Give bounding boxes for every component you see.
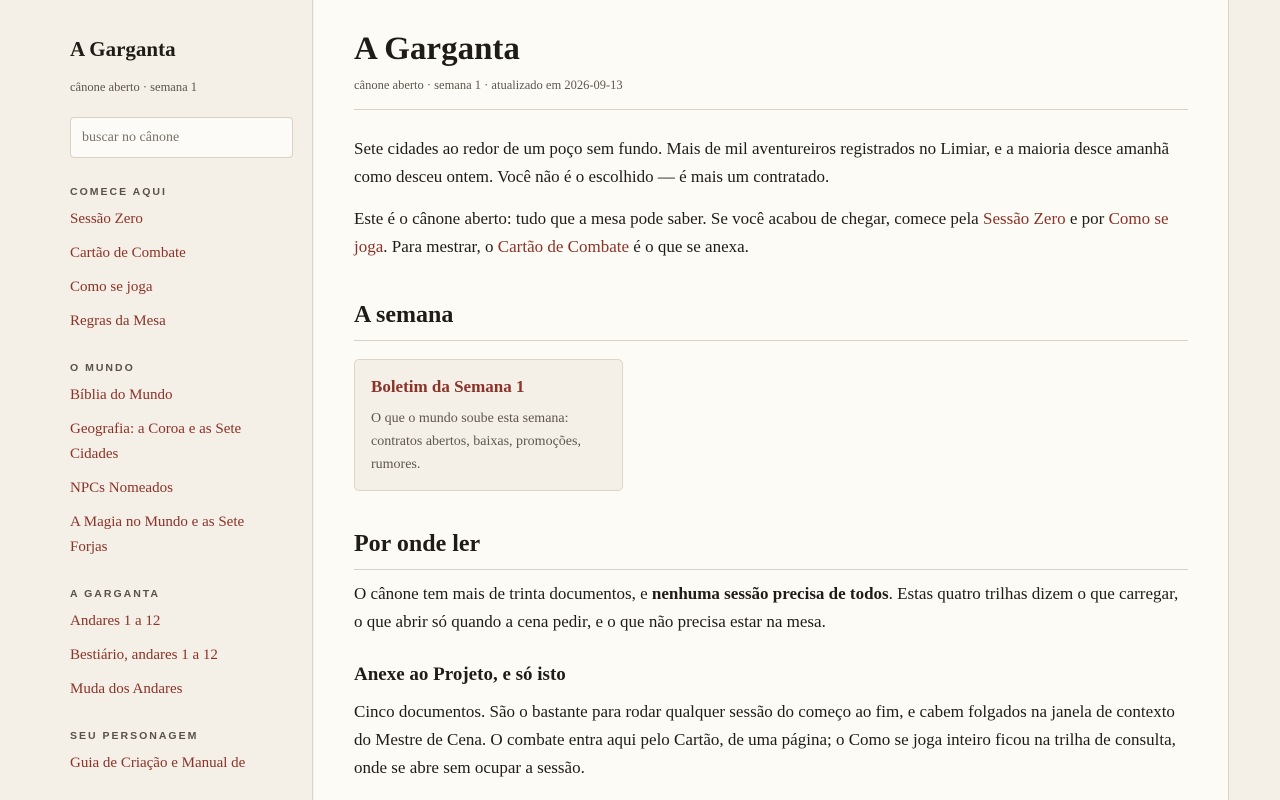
nav-link-guia-de-criacao[interactable]: Guia de Criação e Manual de xyxy=(70,755,246,771)
search-input[interactable] xyxy=(70,117,293,158)
nav-link-npcs-nomeados[interactable]: NPCs Nomeados xyxy=(70,480,173,496)
intro-text-1: Este é o cânone aberto: tudo que a mesa pode saber. Se você acabou de chegar, comece pela xyxy=(354,209,983,228)
subsection-heading-anexe: Anexe ao Projeto, e só isto xyxy=(354,664,566,685)
section-heading-por-onde-ler: Por onde ler xyxy=(354,529,1188,570)
read-text-bold: nenhuma sessão precisa de todos xyxy=(651,584,889,603)
main-content xyxy=(314,0,1229,800)
read-text-2: . Estas quatro trilhas dizem o que carregar, o que abrir só quando a cena pedir, e o que não precisa estar na mesa. xyxy=(354,584,1179,631)
nav-link-bestiario[interactable]: Bestiário, andares 1 a 12 xyxy=(70,647,218,663)
nav-link-muda-dos-andares[interactable]: Muda dos Andares xyxy=(70,681,183,697)
intro-paragraph: Sete cidades ao redor de um poço sem fundo. Mais de mil aventureiros registrados no Limiar, e a maioria desce amanhã como desceu ontem. Você não é o escolhido — é mais um contratado. xyxy=(354,139,1170,186)
nav-link-sessao-zero[interactable]: Sessão Zero xyxy=(70,211,143,227)
intro-text-2: e por xyxy=(1065,209,1109,228)
bulletin-card[interactable] xyxy=(354,359,623,491)
bulletin-card-title[interactable]: Boletim da Semana 1 xyxy=(371,377,525,396)
nav-link-regras-da-mesa[interactable]: Regras da Mesa xyxy=(70,313,166,329)
bulletin-card-description: O que o mundo soube esta semana: contratos abertos, baixas, promoções, rumores. xyxy=(371,411,581,472)
nav-section-heading-a-garganta: A GARGANTA xyxy=(70,588,160,600)
nav-link-andares[interactable]: Andares 1 a 12 xyxy=(70,613,161,629)
nav-section-heading-seu-personagem: SEU PERSONAGEM xyxy=(70,730,199,742)
read-paragraph xyxy=(354,580,1188,636)
nav-section-heading-comece-aqui: COMECE AQUI xyxy=(70,186,167,198)
section-heading-a-semana: A semana xyxy=(354,300,1188,341)
site-title[interactable]: A Garganta xyxy=(70,37,176,61)
read-text-1: O cânone tem mais de trinta documentos, e xyxy=(354,584,652,603)
link-cartao-de-combate[interactable]: Cartão de Combate xyxy=(497,237,630,256)
link-sessao-zero[interactable]: Sessão Zero xyxy=(982,209,1066,228)
link-como-se-joga[interactable]: Como se joga xyxy=(354,209,1169,256)
nav-link-magia-no-mundo[interactable]: A Magia no Mundo e as Sete Forjas xyxy=(70,514,245,555)
intro-text-3: . Para mestrar, o xyxy=(383,237,498,256)
nav-link-geografia[interactable]: Geografia: a Coroa e as Sete Cidades xyxy=(70,421,242,462)
sidebar xyxy=(0,0,313,800)
nav-section-heading-o-mundo: O MUNDO xyxy=(70,362,135,374)
nav-link-biblia-do-mundo[interactable]: Bíblia do Mundo xyxy=(70,387,173,403)
intro-links-paragraph xyxy=(354,205,1188,261)
nav-link-como-se-joga[interactable]: Como se joga xyxy=(70,279,153,295)
anexe-paragraph: Cinco documentos. São o bastante para rodar qualquer sessão do começo ao fim, e cabem folgados na janela de contexto do Mestre de Cena. O combate entra aqui pelo Cartão, de uma página; o Como se joga inteiro ficou na trilha de consulta, onde se abre sem ocupar a sessão. xyxy=(354,702,1176,777)
nav-link-cartao-de-combate[interactable]: Cartão de Combate xyxy=(70,245,186,261)
intro-text-4: é o que se anexa. xyxy=(629,237,749,256)
site-subtitle: cânone aberto · semana 1 xyxy=(70,80,198,94)
page-title: A Garganta xyxy=(354,31,520,67)
page-meta: cânone aberto · semana 1 · atualizado em 2026-09-13 xyxy=(354,78,1188,110)
